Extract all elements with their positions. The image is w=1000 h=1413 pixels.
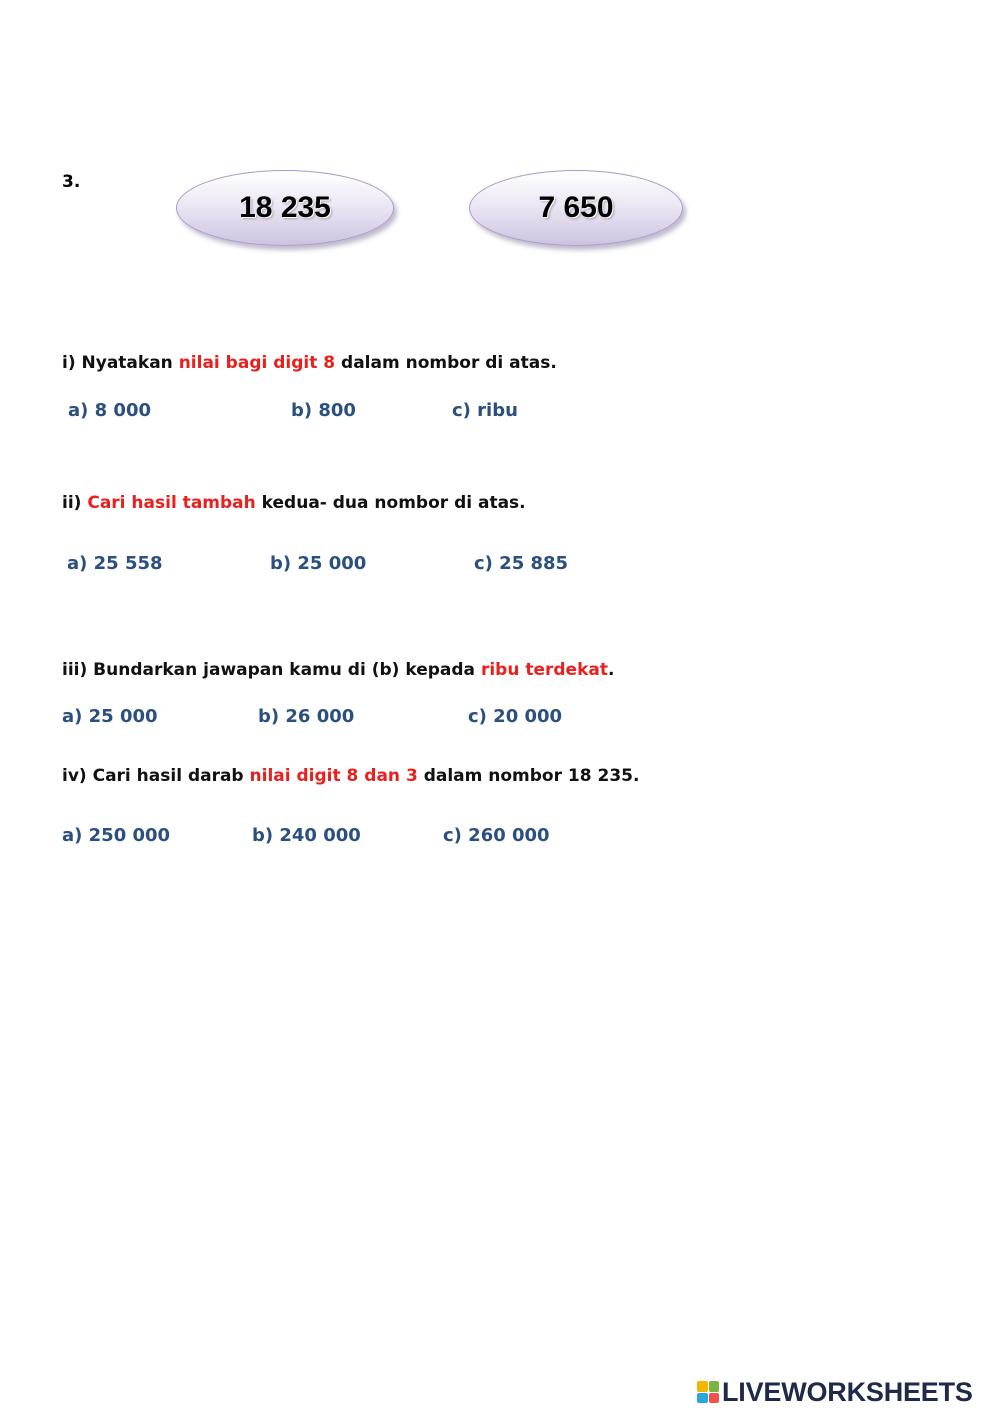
question-i-highlight: nilai bagi digit 8 [178,353,336,373]
question-iv-highlight: nilai digit 8 dan 3 [249,766,418,786]
option-i-a[interactable]: a) 8 000 [68,400,152,421]
option-ii-c[interactable]: c) 25 885 [474,553,569,574]
option-ii-a[interactable]: a) 25 558 [67,553,163,574]
question-ii [62,493,526,513]
option-i-b[interactable]: b) 800 [291,400,356,421]
option-iv-c[interactable]: c) 260 000 [443,825,550,846]
question-ii-highlight: Cari hasil tambah [87,493,256,513]
logo-mark-icon [697,1381,719,1403]
question-i-suffix: dalam nombor di atas. [335,353,557,373]
question-iii [62,660,614,680]
number-value-2: 7 650 [538,191,614,224]
option-iii-a[interactable]: a) 25 000 [62,706,158,727]
question-i-prefix: i) Nyatakan [62,353,179,373]
liveworksheets-logo [697,1377,973,1407]
question-iv [62,766,639,786]
option-ii-b[interactable]: b) 25 000 [270,553,367,574]
question-iii-highlight: ribu terdekat [480,660,608,680]
question-ii-prefix: ii) [62,493,88,513]
option-i-c[interactable]: c) ribu [452,400,518,421]
number-oval-2 [469,170,683,246]
question-iii-prefix: iii) Bundarkan jawapan kamu di (b) kepada [62,660,481,680]
number-value-1: 18 235 [239,191,331,224]
question-iv-prefix: iv) Cari hasil darab [62,766,250,786]
number-oval-1 [176,170,394,246]
logo-text: LIVEWORKSHEETS [722,1376,973,1407]
question-number: 3. [62,172,81,192]
option-iv-a[interactable]: a) 250 000 [62,825,171,846]
question-ii-suffix: kedua- dua nombor di atas. [255,493,526,513]
option-iii-b[interactable]: b) 26 000 [258,706,355,727]
question-iv-suffix: dalam nombor 18 235. [417,766,640,786]
question-iii-suffix: . [607,660,615,680]
option-iv-b[interactable]: b) 240 000 [252,825,361,846]
question-i [62,353,557,373]
option-iii-c[interactable]: c) 20 000 [468,706,563,727]
